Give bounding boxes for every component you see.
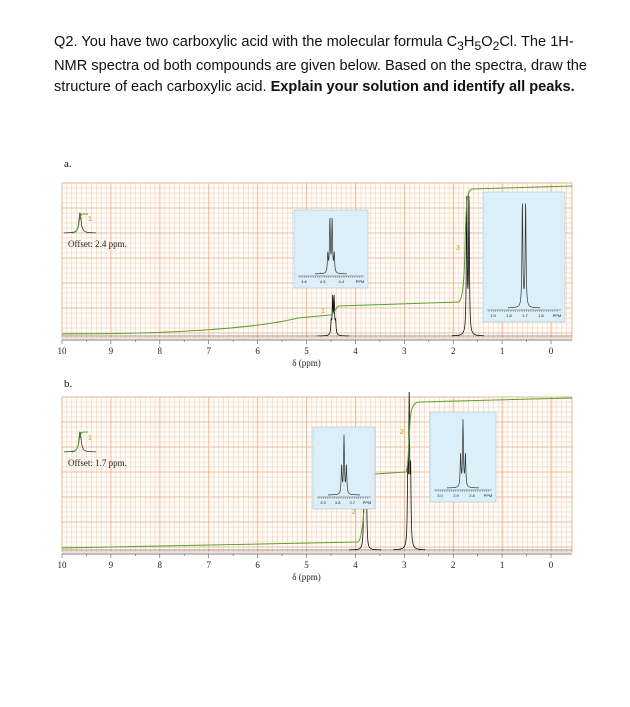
inset-background [483,192,565,322]
question-part3: O [481,34,493,50]
x-tick-label: 2 [450,560,456,570]
x-tick-label: 9 [108,346,114,356]
x-tick-label: 8 [157,346,163,356]
formula-sub-c: 3 [457,38,464,53]
spectrum-a-label: a. [64,158,72,170]
x-tick-label: 3 [402,346,407,356]
x-tick-label: 5 [304,560,309,570]
expansion-inset [483,192,565,322]
x-axis-label: δ (ppm) [292,358,321,368]
inset-tick-label: 2.9 [453,493,459,498]
formula-sub-h: 5 [474,38,482,53]
question-part4: Cl. The 1H-NMR spectra od both compounds are given below. Based on the spectra, draw the structure of each carboxylic acid. [54,34,587,95]
integral-label: 3 [456,245,460,252]
x-tick-label: 4 [353,560,358,570]
inset-tick-label: 3.9 [320,500,326,505]
x-tick-label: 1 [499,346,505,356]
question-part1: Q2. You have two carboxylic acid with the molecular formula C [54,34,458,50]
x-tick-label: 2 [450,346,456,356]
offset-note: Offset: 2.4 ppm. [68,239,127,249]
inset-background [294,210,368,288]
inset-tick-label: 1.8 [506,313,512,318]
inset-tick-label: PPM [362,500,372,505]
x-tick-label: 10 [58,346,67,356]
inset-tick-label: PPM [355,279,365,284]
question-part2: H [463,34,475,50]
question-bold-instruction: Explain your solution and identify all peaks. [270,78,575,95]
x-tick-label: 6 [255,346,260,356]
inset-tick-label: 2.8 [469,493,475,498]
inset-tick-label: 1.9 [490,313,496,318]
x-tick-label: 1 [499,560,505,570]
x-axis-label: δ (ppm) [292,572,321,582]
x-tick-label: 5 [304,346,309,356]
inset-tick-label: 3.7 [349,500,356,505]
x-tick-label: 4 [353,346,358,356]
question-text [54,32,594,97]
x-tick-label: 7 [206,346,211,356]
expansion-inset [313,427,375,509]
inset-tick-label: PPM [552,313,562,318]
spectrum-b-label: b. [64,378,73,390]
inset-tick-label: 1.6 [538,313,544,318]
spectrum-b [58,392,578,602]
x-tick-label: 9 [108,560,114,570]
integral-label: 2 [352,509,356,516]
x-tick-label: 0 [548,560,554,570]
inset-tick-label: 3.8 [334,500,341,505]
integral-label: 2 [400,429,404,436]
inset-tick-label: 4.6 [301,279,307,284]
x-tick-label: 0 [548,346,554,356]
x-tick-label: 6 [255,560,260,570]
x-tick-label: 10 [58,560,67,570]
integral-label: 1 [88,435,92,442]
integral-label: 1 [88,216,92,223]
formula-sub-o: 2 [492,38,500,53]
x-tick-label: 8 [157,560,163,570]
inset-tick-label: 1.7 [522,313,528,318]
inset-tick-label: PPM [483,493,493,498]
expansion-inset [294,210,368,288]
integral-label: 1 [321,308,325,315]
spectrum-a [58,178,578,388]
inset-tick-label: 3.0 [437,493,443,498]
inset-tick-label: 4.5 [319,279,326,284]
x-tick-label: 7 [206,560,211,570]
x-tick-label: 3 [402,560,407,570]
offset-note: Offset: 1.7 ppm. [68,458,127,468]
expansion-inset [430,412,496,502]
inset-tick-label: 4.4 [338,279,345,284]
